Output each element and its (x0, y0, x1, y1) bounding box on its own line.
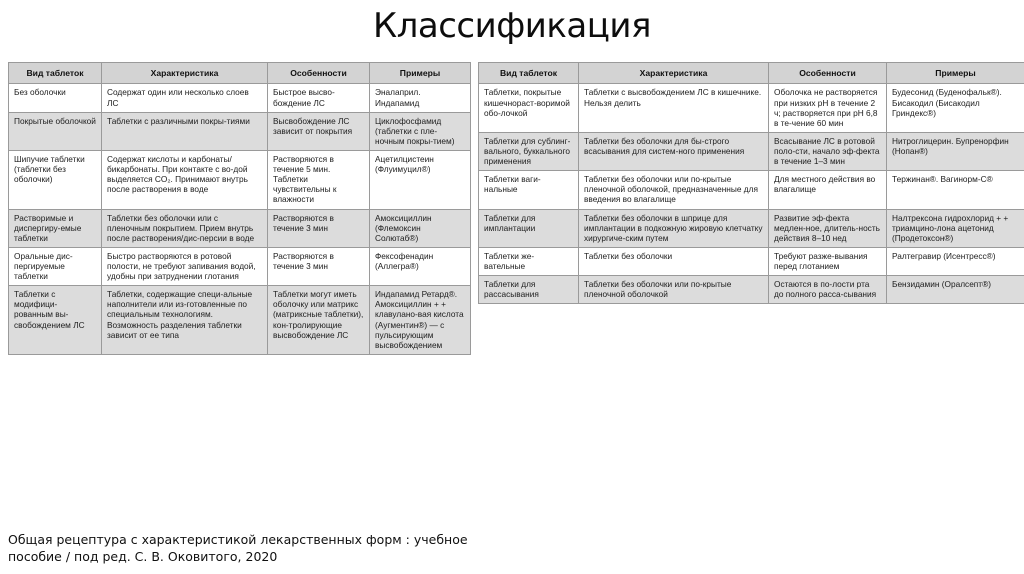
cell-type: Таблетки ваги-нальные (479, 171, 579, 209)
cell-type: Таблетки для имплантации (479, 209, 579, 247)
right-table-block (478, 62, 1024, 304)
cell-features: Быстрое высво-бождение ЛС (268, 84, 370, 112)
cell-characteristic: Таблетки без оболочки в шприце для имплантации в подкожную жировую клетчатку хирургиче-ским путем (579, 209, 769, 247)
cell-type: Таблетки же-вательные (479, 247, 579, 275)
cell-type: Без оболочки (9, 84, 102, 112)
cell-examples: Ралтегравир (Исентресс®) (887, 247, 1024, 275)
cell-characteristic: Таблетки с высвобождением ЛС в кишечнике. Нельзя делить (579, 84, 769, 132)
tablet-classification-table-left (8, 62, 471, 355)
cell-characteristic: Таблетки без оболочки или по-крытые пленочной оболочкой (579, 276, 769, 304)
source-caption (8, 532, 508, 566)
table-header-left (9, 63, 471, 84)
table-row (9, 247, 471, 285)
table-row (9, 209, 471, 247)
cell-features: Высвобождение ЛС зависит от покрытия (268, 112, 370, 150)
cell-characteristic: Быстро растворяются в ротовой полости, не требуют запивания водой, удобны при затруднении глотания (102, 247, 268, 285)
cell-type: Таблетки для рассасывания (479, 276, 579, 304)
table-row (9, 84, 471, 112)
cell-examples: Будесонид (Буденофальк®). Бисакодил (Бисакодил Гриндекс®) (887, 84, 1024, 132)
table-row (479, 84, 1024, 132)
cell-features: Оболочка не растворяется при низких pH в течение 2 ч; растворяется при pH 6,8 в те-чение 60 мин (769, 84, 887, 132)
table-row (479, 247, 1024, 275)
tables-container (0, 62, 1024, 355)
cell-type: Оральные дис-пергируемые таблетки (9, 247, 102, 285)
caption-line-2: пособие / под ред. С. В. Оковитого, 2020 (8, 549, 278, 565)
column-header-features: Особенности (268, 63, 370, 84)
table-row (9, 286, 471, 355)
cell-characteristic: Таблетки без оболочки или по-крытые пленочной оболочкой, предназначенные для введения во влагалище (579, 171, 769, 209)
column-header-features: Особенности (769, 63, 887, 84)
column-header-characteristic: Характеристика (102, 63, 268, 84)
table-row (9, 112, 471, 150)
header-row (479, 63, 1024, 84)
cell-characteristic: Таблетки без оболочки для бы-строго всасывания для систем-ного применения (579, 132, 769, 170)
cell-features: Остаются в по-лости рта до полного расса-сывания (769, 276, 887, 304)
column-header-examples: Примеры (887, 63, 1024, 84)
page-title: Классификация (373, 6, 651, 46)
cell-features: Требуют разже-вывания перед глотанием (769, 247, 887, 275)
cell-examples: Налтрексона гидрохлорид + + триамцино-лона ацетонид (Продетоксон®) (887, 209, 1024, 247)
column-header-type: Вид таблеток (479, 63, 579, 84)
table-row (479, 209, 1024, 247)
cell-features: Таблетки могут иметь оболочку или матрикс (матриксные таблетки), кон-тролирующие высвобождение ЛС (268, 286, 370, 355)
table-row (9, 151, 471, 210)
cell-examples: Индапамид Ретард®. Амоксициллин + + клавулано-вая кислота (Аугментин®) — с пульсирующим высвобождением (370, 286, 471, 355)
column-header-characteristic: Характеристика (579, 63, 769, 84)
cell-characteristic: Таблетки без оболочки или с пленочным покрытием. Прием внутрь после растворения/дис-персии в воде (102, 209, 268, 247)
cell-examples: Нитроглицерин. Бупренорфин (Нопан®) (887, 132, 1024, 170)
left-table-block (8, 62, 470, 355)
cell-type: Растворимые и диспергиру-емые таблетки (9, 209, 102, 247)
cell-examples: Амоксициллин (Флемоксин Солютаб®) (370, 209, 471, 247)
cell-examples: Циклофосфамид (таблетки с пле-ночным покры-тием) (370, 112, 471, 150)
table-row (479, 171, 1024, 209)
cell-examples: Эналаприл. Индапамид (370, 84, 471, 112)
cell-characteristic: Содержат кислоты и карбонаты/бикарбонаты. При контакте с во-дой выделяется CO₂. Принимают внутрь после растворения в воде (102, 151, 268, 210)
cell-features: Всасывание ЛС в ротовой поло-сти, начало эф-фекта в течение 1–3 мин (769, 132, 887, 170)
cell-features: Развитие эф-фекта медлен-ное, длитель-ность действия 8–10 нед (769, 209, 887, 247)
column-header-type: Вид таблеток (9, 63, 102, 84)
cell-characteristic: Таблетки с различными покры-тиями (102, 112, 268, 150)
cell-features: Для местного действия во влагалище (769, 171, 887, 209)
header-row (9, 63, 471, 84)
tablet-classification-table-right (478, 62, 1024, 304)
cell-type: Покрытые оболочкой (9, 112, 102, 150)
cell-examples: Ацетилцистеин (Флуимуцил®) (370, 151, 471, 210)
table-body-right (479, 84, 1024, 304)
cell-type: Таблетки для сублинг-вального, буккального применения (479, 132, 579, 170)
cell-characteristic: Таблетки без оболочки (579, 247, 769, 275)
cell-examples: Фексофенадин (Аллегра®) (370, 247, 471, 285)
table-row (479, 276, 1024, 304)
cell-features: Растворяются в течение 3 мин (268, 247, 370, 285)
cell-characteristic: Таблетки, содержащие специ-альные наполнители или из-готовленные по специальным технологиям. Возможность разделения таблетки зависит от ее типа (102, 286, 268, 355)
caption-line-1: Общая рецептура с характеристикой лекарственных форм : учебное (8, 532, 468, 548)
cell-examples: Бензидамин (Оралсепт®) (887, 276, 1024, 304)
table-body-left (9, 84, 471, 354)
cell-characteristic: Содержат один или несколько слоев ЛС (102, 84, 268, 112)
cell-features: Растворяются в течение 3 мин (268, 209, 370, 247)
cell-features: Растворяются в течение 5 мин. Таблетки чувствительны к влажности (268, 151, 370, 210)
table-row (479, 132, 1024, 170)
cell-type: Шипучие таблетки (таблетки без оболочки) (9, 151, 102, 210)
column-header-examples: Примеры (370, 63, 471, 84)
cell-type: Таблетки, покрытые кишечнораст-воримой обо-лочкой (479, 84, 579, 132)
table-header-right (479, 63, 1024, 84)
cell-type: Таблетки с модифици-рованным вы-свобождением ЛС (9, 286, 102, 355)
cell-examples: Тержинан®. Вагинорм-С® (887, 171, 1024, 209)
